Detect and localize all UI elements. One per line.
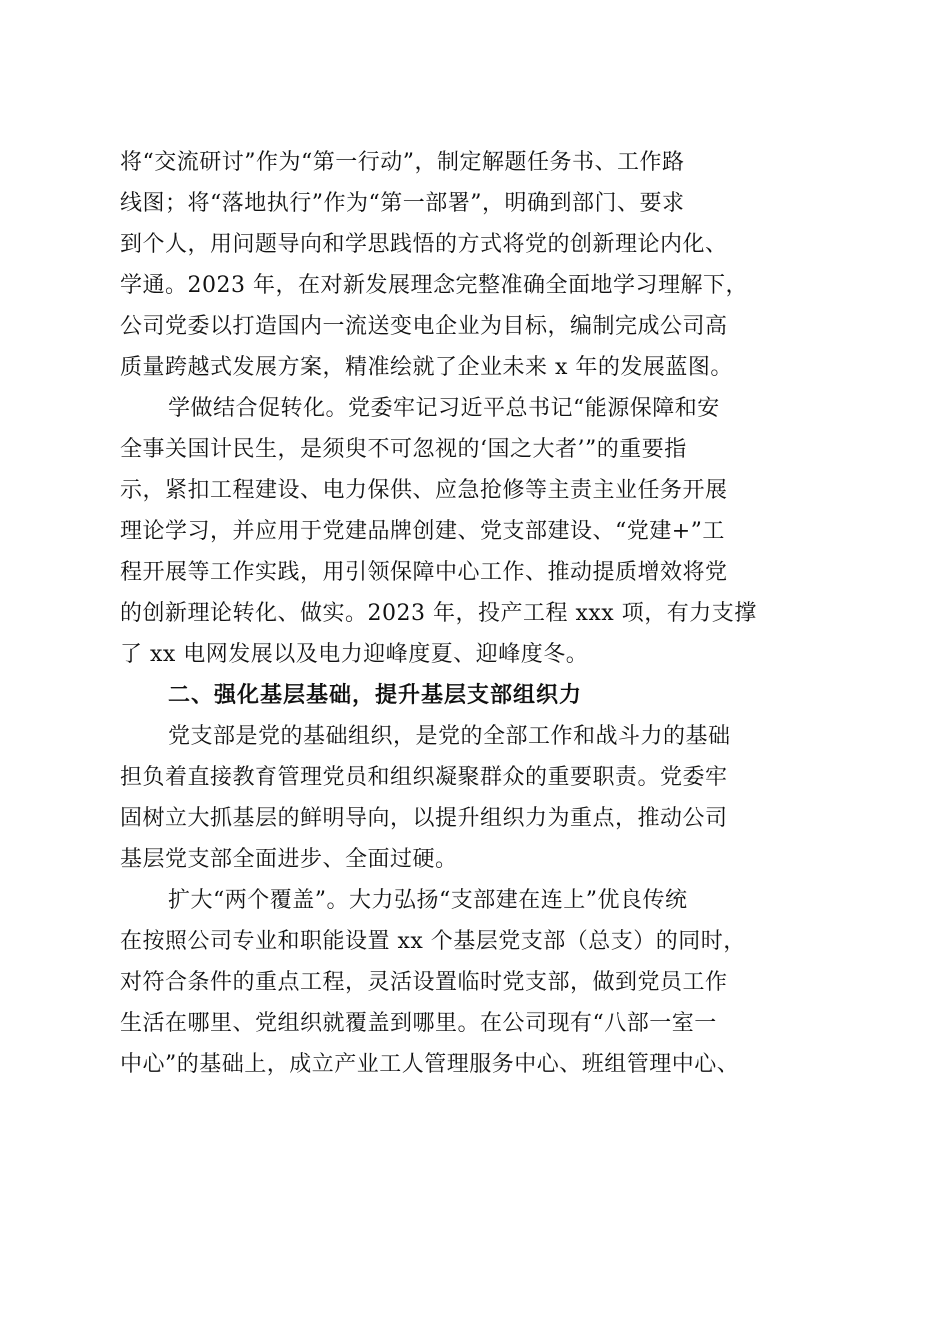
text-line: 公司党委以打造国内一流送变电企业为目标，编制完成公司高	[120, 314, 728, 339]
text-line: 生活在哪里、党组织就覆盖到哪里。在公司现有“八部一室一	[120, 1011, 717, 1036]
paragraph-start-line: 扩大“两个覆盖”。大力弘扬“支部建在连上”优良传统	[168, 888, 688, 913]
text-line: 在按照公司专业和职能设置 xx 个基层党支部（总支）的同时，	[120, 929, 746, 954]
text-line: 学通。2023 年，在对新发展理念完整准确全面地学习理解下，	[120, 273, 748, 298]
document-body	[120, 142, 840, 1085]
text-line: 了 xx 电网发展以及电力迎峰度夏、迎峰度冬。	[120, 642, 589, 667]
text-line: 示，紧扣工程建设、电力保供、应急抢修等主责主业任务开展	[120, 478, 728, 503]
text-line: 对符合条件的重点工程，灵活设置临时党支部，做到党员工作	[120, 970, 728, 995]
text-line: 到个人，用问题导向和学思践悟的方式将党的创新理论内化、	[120, 232, 728, 257]
text-line: 理论学习，并应用于党建品牌创建、党支部建设、“党建+”工	[120, 519, 725, 544]
text-line: 担负着直接教育管理党员和组织凝聚群众的重要职责。党委牢	[120, 765, 728, 790]
text-line: 将“交流研讨”作为“第一行动”，制定解题任务书、工作路	[120, 150, 685, 175]
text-line: 固树立大抓基层的鲜明导向，以提升组织力为重点，推动公司	[120, 806, 728, 831]
section-heading: 二、强化基层基础，提升基层支部组织力	[168, 683, 583, 708]
text-line: 的创新理论转化、做实。2023 年，投产工程 xxx 项，有力支撑	[120, 601, 757, 626]
paragraph-start-line: 学做结合促转化。党委牢记习近平总书记“能源保障和安	[168, 396, 720, 421]
paragraph-start-line: 党支部是党的基础组织，是党的全部工作和战斗力的基础	[168, 724, 731, 749]
text-line: 线图；将“落地执行”作为“第一部署”，明确到部门、要求	[120, 191, 685, 216]
text-line: 全事关国计民生，是须臾不可忽视的‘国之大者’”的重要指	[120, 437, 687, 462]
text-line: 程开展等工作实践，用引领保障中心工作、推动提质增效将党	[120, 560, 728, 585]
text-line: 中心”的基础上，成立产业工人管理服务中心、班组管理中心、	[120, 1052, 740, 1077]
text-line: 基层党支部全面进步、全面过硬。	[120, 847, 458, 872]
text-line: 质量跨越式发展方案，精准绘就了企业未来 x 年的发展蓝图。	[120, 355, 733, 380]
